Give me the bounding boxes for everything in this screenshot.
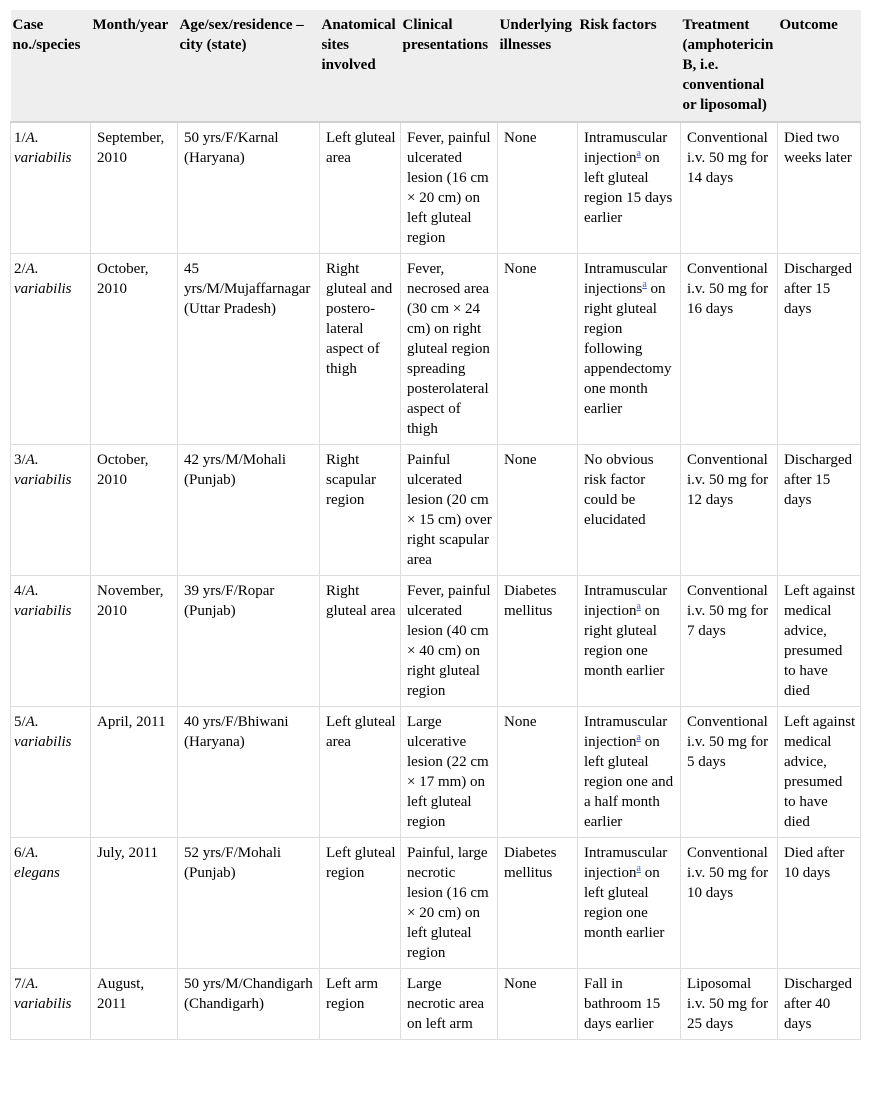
cell-month-text: August, 2011 (97, 976, 145, 1012)
cell-clinical-text: Large necrotic area on left arm (407, 976, 485, 1032)
cell-treatment (681, 122, 778, 254)
cell-outcome (778, 122, 861, 254)
cell-risk (578, 445, 681, 576)
cell-sites-text: Left gluteal region (326, 845, 396, 881)
cell-age-text: 50 yrs/F/Karnal (Haryana) (184, 130, 279, 166)
cell-month-text: November, 2010 (97, 583, 164, 619)
risk-text: Intramuscular injection (584, 583, 668, 619)
cell-sites (320, 838, 401, 969)
cell-month (91, 122, 178, 254)
cell-clinical-text: Fever, painful ulcerated lesion (16 cm × 20 cm) on left gluteal region (407, 130, 491, 246)
cell-month-text: September, 2010 (97, 130, 165, 166)
cell-treatment-text: Liposomal i.v. 50 mg for 25 days (687, 976, 769, 1032)
cell-case (11, 122, 91, 254)
cell-underlying (498, 445, 578, 576)
risk-text-cont: on left gluteal region 15 days earlier (584, 150, 673, 226)
cell-age-text: 52 yrs/F/Mohali (Punjab) (184, 845, 282, 881)
cell-treatment (681, 445, 778, 576)
cell-month (91, 576, 178, 707)
case-number: 2/ (14, 261, 26, 277)
case-rows (11, 122, 861, 1040)
cell-sites-text: Left arm region (326, 976, 379, 1012)
cell-underlying (498, 122, 578, 254)
cell-outcome (778, 576, 861, 707)
cell-clinical (401, 969, 498, 1040)
cell-case (11, 969, 91, 1040)
cell-case (11, 838, 91, 969)
cell-underlying (498, 576, 578, 707)
cell-treatment-text: Conventional i.v. 50 mg for 7 days (687, 583, 769, 639)
footnote-link[interactable]: a (636, 732, 641, 743)
cell-age (178, 576, 320, 707)
cell-month (91, 445, 178, 576)
header-underlying: Underlying illnesses (498, 10, 578, 122)
cell-outcome (778, 838, 861, 969)
cell-clinical-text: Large ulcerative lesion (22 cm × 17 mm) on left gluteal region (407, 714, 489, 830)
footnote-link[interactable]: a (636, 148, 641, 159)
header-risk: Risk factors (578, 10, 681, 122)
cell-underlying-text: None (504, 261, 537, 277)
cell-case (11, 445, 91, 576)
cell-outcome (778, 254, 861, 445)
cell-sites-text: Right scapular region (326, 452, 376, 508)
table-row (11, 707, 861, 838)
cell-clinical (401, 254, 498, 445)
cell-sites-text: Left gluteal area (326, 714, 396, 750)
cell-underlying-text: None (504, 976, 537, 992)
cell-treatment (681, 254, 778, 445)
header-treatment: Treatment (amphotericin B, i.e. conventional or liposomal) (681, 10, 778, 122)
risk-text: Intramuscular injection (584, 714, 668, 750)
cell-underlying (498, 969, 578, 1040)
cell-clinical (401, 445, 498, 576)
cell-treatment-text: Conventional i.v. 50 mg for 14 days (687, 130, 769, 186)
cell-risk (578, 707, 681, 838)
cell-age-text: 39 yrs/F/Ropar (Punjab) (184, 583, 275, 619)
cell-treatment-text: Conventional i.v. 50 mg for 16 days (687, 261, 769, 317)
cell-age (178, 254, 320, 445)
footnote-link[interactable]: a (636, 601, 641, 612)
cell-month (91, 707, 178, 838)
cell-month (91, 838, 178, 969)
footnote-link[interactable]: a (642, 279, 647, 290)
cell-month-text: April, 2011 (97, 714, 166, 730)
case-number: 4/ (14, 583, 26, 599)
header-case: Case no./species (11, 10, 91, 122)
cell-case (11, 254, 91, 445)
cell-sites (320, 122, 401, 254)
cell-age (178, 122, 320, 254)
header-age: Age/sex/residence – city (state) (178, 10, 320, 122)
risk-text-cont: on right gluteal region one month earlier (584, 603, 665, 679)
case-number: 5/ (14, 714, 26, 730)
cell-clinical-text: Fever, painful ulcerated lesion (40 cm × 40 cm) on right gluteal region (407, 583, 491, 699)
cell-underlying-text: None (504, 130, 537, 146)
cell-underlying-text: None (504, 714, 537, 730)
cell-sites (320, 445, 401, 576)
cell-outcome-text: Discharged after 15 days (784, 452, 853, 508)
cell-age-text: 42 yrs/M/Mohali (Punjab) (184, 452, 287, 488)
table-row (11, 122, 861, 254)
cell-underlying-text: Diabetes mellitus (504, 845, 557, 881)
header-clinical: Clinical presentations (401, 10, 498, 122)
cell-age-text: 40 yrs/F/Bhiwani (Haryana) (184, 714, 289, 750)
cell-clinical (401, 576, 498, 707)
cell-outcome (778, 445, 861, 576)
cell-treatment-text: Conventional i.v. 50 mg for 12 days (687, 452, 769, 508)
cell-sites (320, 254, 401, 445)
cell-risk (578, 254, 681, 445)
cell-age (178, 838, 320, 969)
cell-case (11, 707, 91, 838)
cell-sites-text: Right gluteal area (326, 583, 396, 619)
risk-text: Intramuscular injections (584, 261, 668, 297)
risk-text-cont: on right gluteal region following appendectomy one month earlier (584, 281, 672, 417)
species-name: A. variabilis (14, 261, 72, 297)
cell-clinical-text: Fever, necrosed area (30 cm × 24 cm) on right gluteal region spreading posterolateral aspect of thigh (407, 261, 490, 437)
case-number: 7/ (14, 976, 26, 992)
cell-age (178, 969, 320, 1040)
table-row (11, 969, 861, 1040)
risk-text-cont: on left gluteal region one month earlier (584, 865, 665, 941)
cell-sites-text: Left gluteal area (326, 130, 396, 166)
cell-case (11, 576, 91, 707)
table-row (11, 838, 861, 969)
table-row (11, 254, 861, 445)
species-name: A. variabilis (14, 452, 72, 488)
cell-risk (578, 576, 681, 707)
risk-text: Intramuscular injection (584, 845, 668, 881)
cell-month-text: October, 2010 (97, 452, 149, 488)
risk-text: Fall in bathroom 15 days earlier (584, 976, 661, 1032)
table-row (11, 445, 861, 576)
cell-treatment (681, 576, 778, 707)
cell-age (178, 445, 320, 576)
cell-underlying (498, 838, 578, 969)
species-name: A. variabilis (14, 976, 72, 1012)
header-month: Month/year (91, 10, 178, 122)
risk-text: Intramuscular injection (584, 130, 668, 166)
cell-sites-text: Right gluteal and postero-lateral aspect of thigh (326, 261, 393, 377)
cell-sites (320, 969, 401, 1040)
cell-month (91, 254, 178, 445)
cell-outcome-text: Left against medical advice, presumed to have died (784, 583, 856, 699)
cell-underlying-text: Diabetes mellitus (504, 583, 557, 619)
header-outcome: Outcome (778, 10, 861, 122)
cell-outcome-text: Discharged after 40 days (784, 976, 853, 1032)
header-sites: Anatomical sites involved (320, 10, 401, 122)
cell-treatment (681, 707, 778, 838)
cell-treatment-text: Conventional i.v. 50 mg for 5 days (687, 714, 769, 770)
cell-underlying (498, 254, 578, 445)
cell-outcome-text: Died two weeks later (784, 130, 852, 166)
cell-treatment-text: Conventional i.v. 50 mg for 10 days (687, 845, 769, 901)
species-name: A. variabilis (14, 714, 72, 750)
cell-treatment (681, 838, 778, 969)
cell-clinical-text: Painful ulcerated lesion (20 cm × 15 cm) over right scapular area (407, 452, 492, 568)
cell-outcome-text: Left against medical advice, presumed to have died (784, 714, 856, 830)
cell-clinical (401, 707, 498, 838)
cell-underlying (498, 707, 578, 838)
cell-outcome-text: Discharged after 15 days (784, 261, 853, 317)
cell-clinical (401, 838, 498, 969)
cell-underlying-text: None (504, 452, 537, 468)
cell-treatment (681, 969, 778, 1040)
species-name: A. elegans (14, 845, 60, 881)
cell-month-text: October, 2010 (97, 261, 149, 297)
cell-age-text: 45 yrs/M/Mujaffarnagar (Uttar Pradesh) (184, 261, 311, 317)
species-name: A. variabilis (14, 583, 72, 619)
cell-clinical-text: Painful, large necrotic lesion (16 cm × 20 cm) on left gluteal region (407, 845, 489, 961)
risk-text: No obvious risk factor could be elucidated (584, 452, 654, 528)
case-table (10, 10, 861, 1040)
header-row (11, 10, 861, 122)
cell-risk (578, 122, 681, 254)
risk-text-cont: on left gluteal region one and a half month earlier (584, 734, 674, 830)
case-number: 3/ (14, 452, 26, 468)
footnote-link[interactable]: a (636, 863, 641, 874)
cell-clinical (401, 122, 498, 254)
case-number: 1/ (14, 130, 26, 146)
cell-outcome (778, 969, 861, 1040)
cell-outcome-text: Died after 10 days (784, 845, 845, 881)
cell-month-text: July, 2011 (97, 845, 158, 861)
cell-age-text: 50 yrs/M/Chandigarh (Chandigarh) (184, 976, 313, 1012)
cell-outcome (778, 707, 861, 838)
cell-sites (320, 576, 401, 707)
species-name: A. variabilis (14, 130, 72, 166)
cell-risk (578, 969, 681, 1040)
cell-age (178, 707, 320, 838)
cell-month (91, 969, 178, 1040)
cell-sites (320, 707, 401, 838)
case-number: 6/ (14, 845, 26, 861)
table-row (11, 576, 861, 707)
cell-risk (578, 838, 681, 969)
